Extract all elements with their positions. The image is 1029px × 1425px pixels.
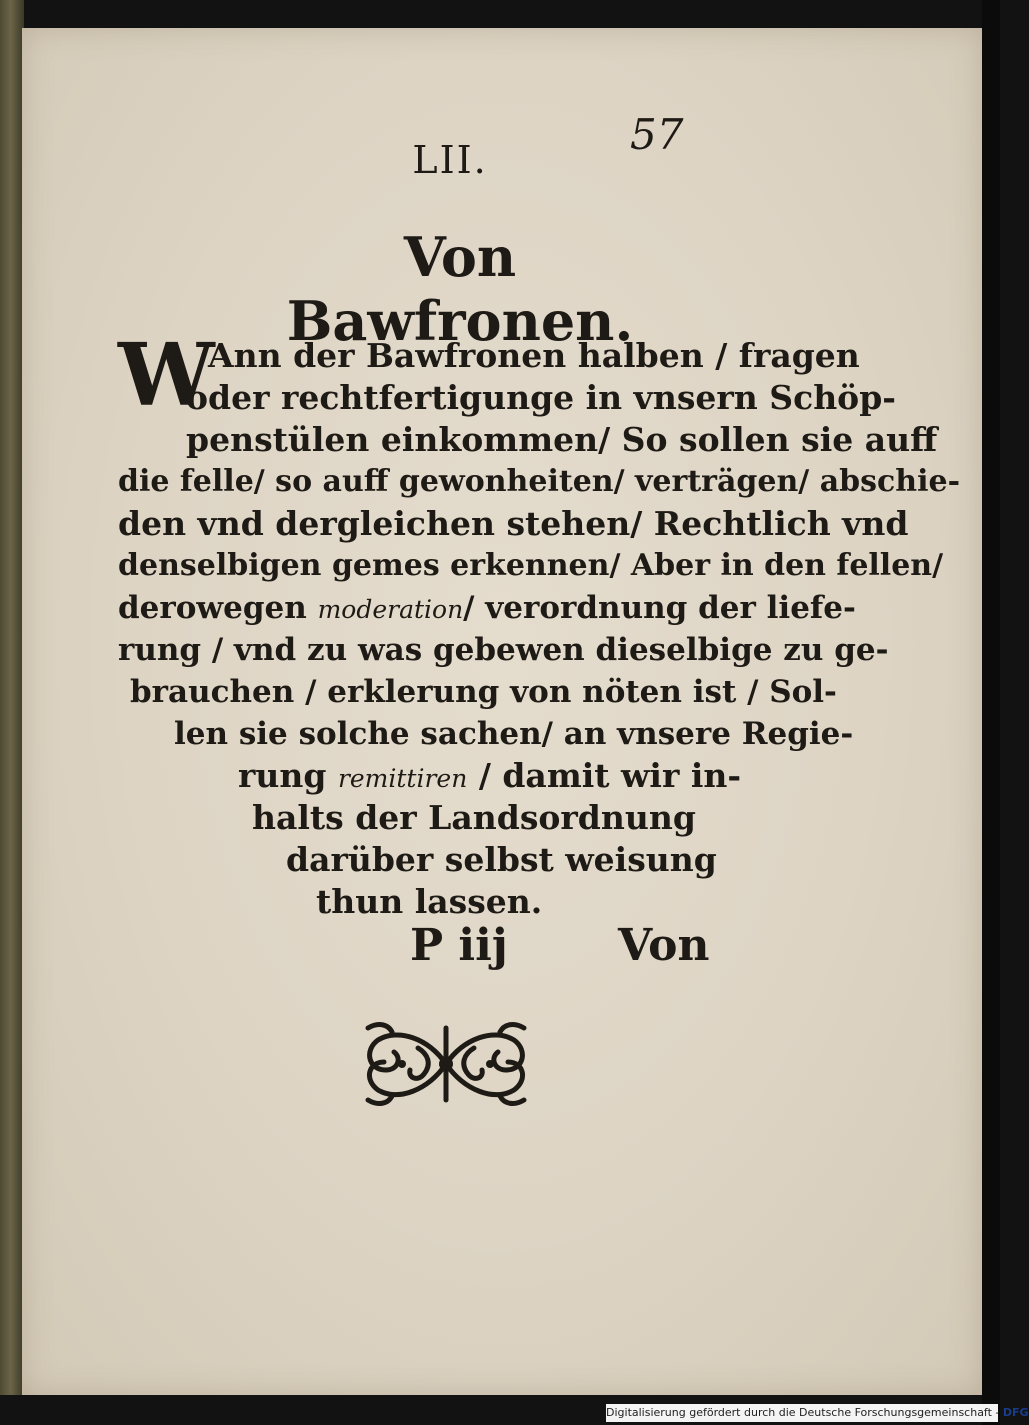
text-line: oder rechtfertigunge in vnsern Schöp- [186, 378, 896, 417]
dfg-logo: DFG [1002, 1406, 1029, 1419]
text-line: die felle/ so auff gewonheiten/ verträgen/ abschie- [118, 464, 961, 499]
credit-text: Digitalisierung gefördert durch die Deutsche Forschungsgemeinschaft - [606, 1406, 1000, 1419]
text-line: rung / vnd zu was gebewen dieselbige zu ge- [118, 632, 889, 668]
page-footer-marks [410, 920, 720, 980]
text-line: Ann der Bawfronen halben / fragen [208, 336, 860, 375]
book-spine [0, 0, 24, 1395]
catchword: Von [618, 920, 710, 971]
text-line: len sie solche sachen/ an vnsere Regie- [174, 716, 854, 752]
text-line: derowegen moderation/ verordnung der liefe- [118, 590, 856, 626]
decorated-initial: W [118, 325, 215, 426]
text-line: rung remittiren / damit wir in- [238, 756, 742, 795]
text-line: darüber selbst weisung [286, 840, 717, 879]
text-line: thun lassen. [316, 882, 543, 921]
text-line: penstülen einkommen/ So sollen sie auff [186, 420, 938, 459]
chapter-title: Von Bawfronen. [286, 225, 634, 353]
text-line: halts der Landsordnung [252, 798, 696, 837]
digitization-credit [606, 1404, 1029, 1422]
signature-mark: P iij [410, 920, 508, 971]
latin-word: moderation [317, 595, 464, 624]
text-line: denselbigen gemes erkennen/ Aber in den fellen/ [118, 548, 944, 583]
text-line: brauchen / erklerung von nöten ist / Sol- [130, 674, 837, 710]
page-number: 57 [630, 110, 684, 159]
scan-border [982, 0, 1000, 1425]
latin-word: remittiren [337, 764, 468, 793]
chapter-number: LII. [412, 138, 488, 182]
ornament-icon [358, 1018, 534, 1110]
text-line: den vnd dergleichen stehen/ Rechtlich vnd [118, 504, 909, 543]
